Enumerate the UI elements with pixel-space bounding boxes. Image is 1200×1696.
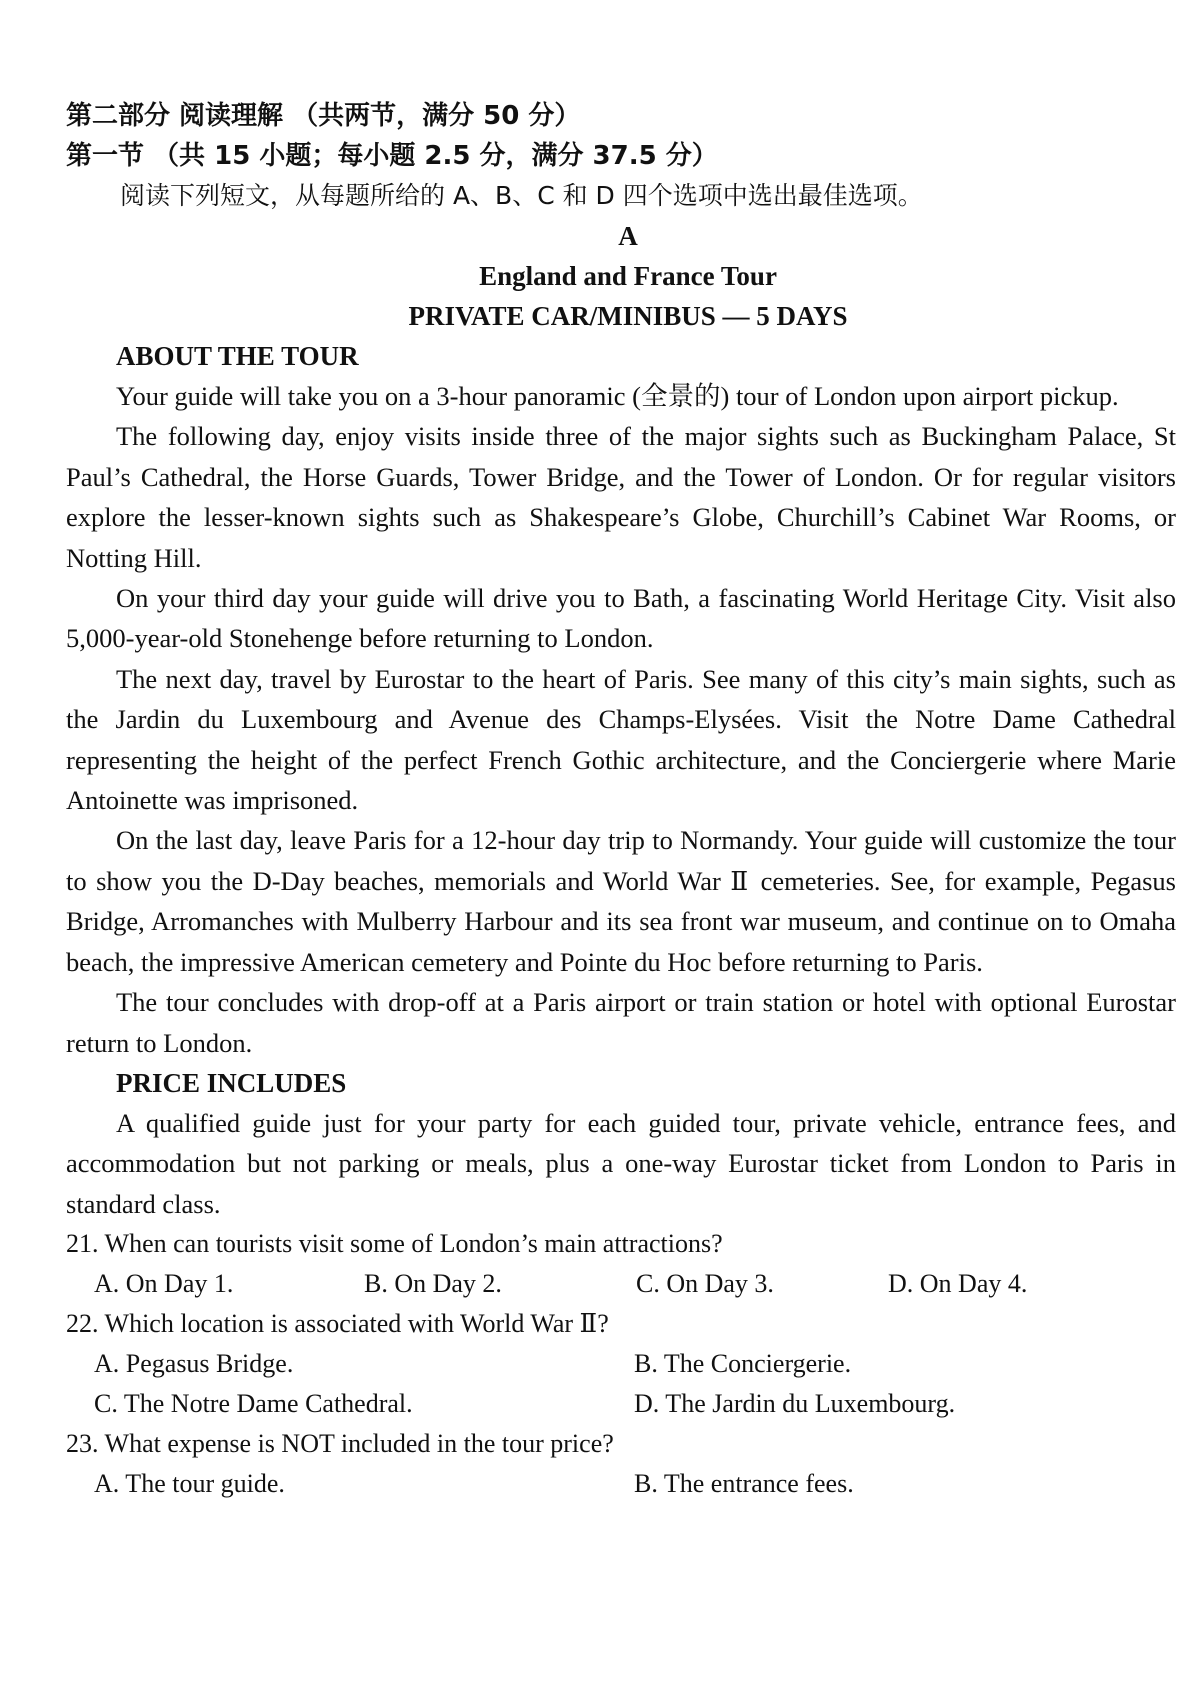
option-b: B. On Day 2. <box>364 1269 502 1299</box>
paragraph-day5: On the last day, leave Paris for a 12-hour day trip to Normandy. Your guide will customize the tour to show you the D-Day beaches, memorials and World War Ⅱ cemeteries. See, for example, Pegasus Bridge, Arromanches with Mulberry Harbour and its sea front war museum, and continue on to Omaha beach, the impressive American cemetery and Pointe du Hoc before returning to Paris. <box>66 825 1176 977</box>
option-row <box>66 1344 1176 1384</box>
question-stem: 23. What expense is NOT included in the tour price? <box>66 1429 614 1459</box>
question-stem: 22. Which location is associated with World War Ⅱ? <box>66 1309 609 1339</box>
paragraph-day2: The following day, enjoy visits inside three of the major sights such as Buckingham Palace, St Paul’s Cathedral, the Horse Guards, Tower Bridge, and the Tower of London. Or for regular visitors explore the lesser-known sights such as Shakespeare’s Globe, Churchill’s Cabinet War Rooms, or Notting Hill. <box>66 421 1176 573</box>
question-23 <box>66 1424 1176 1504</box>
option-a: A. Pegasus Bridge. <box>94 1349 294 1379</box>
option-b: B. The entrance fees. <box>634 1469 854 1499</box>
option-row <box>66 1264 1176 1304</box>
option-row <box>66 1464 1176 1504</box>
option-a: A. On Day 1. <box>94 1269 234 1299</box>
price-paragraph: A qualified guide just for your party for each guided tour, private vehicle, entrance fees, and accommodation but not parking or meals, plus a one-way Eurostar ticket from London to Paris in standard class. <box>66 1107 1176 1219</box>
question-22 <box>66 1304 1176 1424</box>
passage-letter: A <box>618 221 638 251</box>
paragraph-day1: Your guide will take you on a 3-hour panoramic (全景的) tour of London upon airport pickup. <box>116 381 1119 411</box>
option-d: D. On Day 4. <box>888 1269 1028 1299</box>
option-row <box>66 1384 1176 1424</box>
passage-subtitle: PRIVATE CAR/MINIBUS — 5 DAYS <box>408 301 848 331</box>
section-title: 第一节 （共 15 小题；每小题 2.5 分，满分 37.5 分） <box>66 141 718 171</box>
option-c: C. The Notre Dame Cathedral. <box>94 1389 413 1419</box>
instructions: 阅读下列短文，从每题所给的 A、B、C 和 D 四个选项中选出最佳选项。 <box>120 181 923 210</box>
option-a: A. The tour guide. <box>94 1469 285 1499</box>
paragraph-day3: On your third day your guide will drive you to Bath, a fascinating World Heritage City. Visit also 5,000-year-old Stonehenge before returning to London. <box>66 583 1176 654</box>
price-heading: PRICE INCLUDES <box>116 1067 347 1098</box>
passage-title: England and France Tour <box>479 261 777 291</box>
option-c: C. On Day 3. <box>636 1269 774 1299</box>
about-heading: ABOUT THE TOUR <box>116 341 359 371</box>
exam-page <box>66 96 1176 1504</box>
question-21 <box>66 1224 1176 1304</box>
paragraph-day4: The next day, travel by Eurostar to the heart of Paris. See many of this city’s main sights, such as the Jardin du Luxembourg and Avenue des Champs-Elysées. Visit the Notre Dame Cathedral representing the height of the perfect French Gothic architecture, and the Conciergerie where Marie Antoinette was imprisoned. <box>66 663 1176 816</box>
option-d: D. The Jardin du Luxembourg. <box>634 1389 956 1419</box>
part-title: 第二部分 阅读理解 （共两节，满分 50 分） <box>66 101 581 131</box>
paragraph-conclusion: The tour concludes with drop-off at a Paris airport or train station or hotel with optional Eurostar return to London. <box>66 987 1176 1058</box>
option-b: B. The Conciergerie. <box>634 1349 852 1379</box>
question-stem: 21. When can tourists visit some of London’s main attractions? <box>66 1229 723 1259</box>
